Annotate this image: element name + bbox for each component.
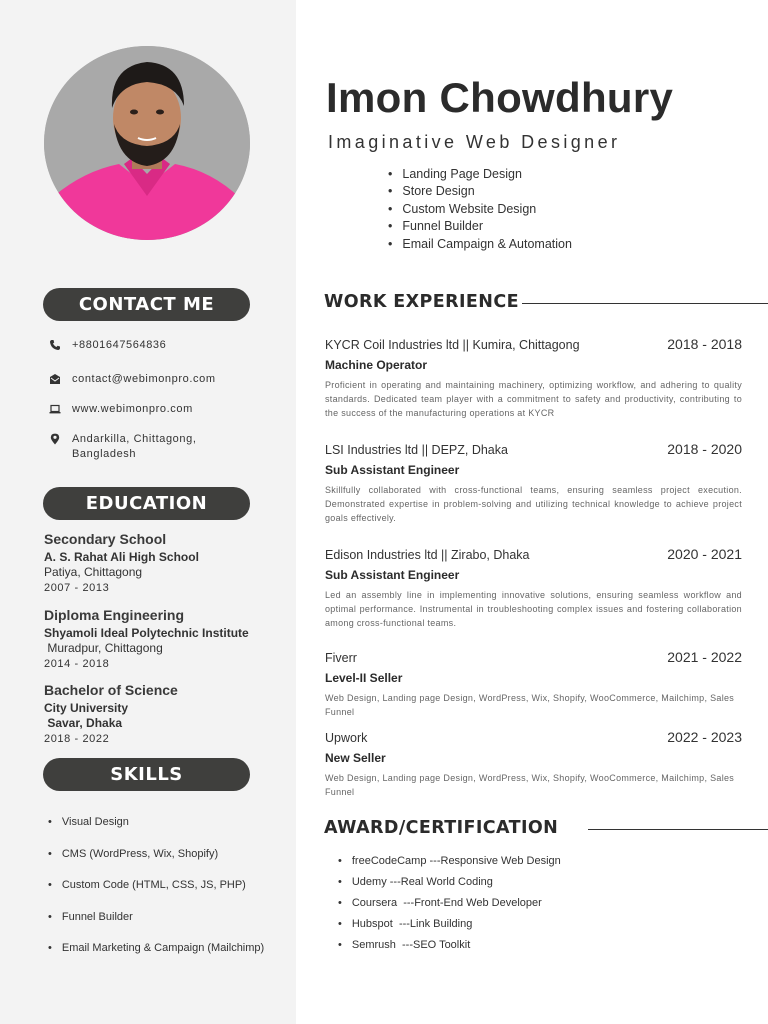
- job-description: Web Design, Landing page Design, WordPress, Wix, Shopify, WooCommerce, Mailchimp, Sales Funnel: [325, 693, 735, 717]
- job-role: Level-II Seller: [325, 671, 403, 685]
- service-item: • Store Design: [388, 183, 572, 200]
- section-divider: [588, 829, 768, 830]
- award-item: • Semrush ---SEO Toolkit: [338, 939, 561, 960]
- education-institution: City University: [44, 701, 129, 715]
- education-institution: A. S. Rahat Ali High School: [44, 550, 199, 564]
- job-years: 2018 - 2018: [667, 336, 742, 352]
- skill-item: • Funnel Builder: [48, 911, 288, 943]
- job-description: Proficient in operating and maintaining machinery, optimizing workflow, and adhering to quality standards. Dedicated team player with a commitment to safety and productivity, contributing to the success of the manufacturing operations at KYCR: [325, 380, 742, 418]
- job-description: Web Design, Landing page Design, WordPress, Wix, Shopify, WooCommerce, Mailchimp, Sales Funnel: [325, 773, 735, 797]
- job-entry: [325, 441, 742, 525]
- contact-address-text: Andarkilla, Chittagong, Bangladesh: [72, 433, 197, 460]
- contact-phone[interactable]: [48, 338, 278, 353]
- contact-phone-text: +8801647564836: [72, 339, 167, 351]
- email-icon: [48, 372, 62, 386]
- candidate-name: Imon Chowdhury: [326, 74, 674, 121]
- education-institution: Shyamoli Ideal Polytechnic Institute: [44, 626, 249, 640]
- job-description: Led an assembly line in implementing innovative solutions, ensuring seamless workflow and optimal performance. Instrumental in troubleshooting complex issues and fostering collaboration among cross-functional teams.: [325, 590, 742, 628]
- education-location: Muradpur, Chittagong: [44, 641, 163, 655]
- contact-address: [48, 432, 278, 462]
- education-degree: Diploma Engineering: [44, 607, 185, 623]
- job-role: Sub Assistant Engineer: [325, 568, 460, 582]
- education-years: 2007 - 2013: [44, 582, 110, 594]
- education-degree: Bachelor of Science: [44, 682, 178, 698]
- job-description: Skillfully collaborated with cross-functional teams, ensuring seamless project execution. Demonstrated expertise in problem-solving and utilizing technical knowledge to achieve project goals effectively.: [325, 485, 742, 523]
- job-company: Upwork: [325, 731, 368, 745]
- job-years: 2022 - 2023: [667, 729, 742, 745]
- services-list: [388, 166, 572, 253]
- section-divider: [522, 303, 768, 304]
- service-item: • Email Campaign & Automation: [388, 236, 572, 253]
- skill-item: • CMS (WordPress, Wix, Shopify): [48, 848, 288, 880]
- skill-item: • Visual Design: [48, 816, 288, 848]
- education-item: [44, 606, 284, 672]
- job-company: Fiverr: [325, 651, 357, 665]
- job-role: Machine Operator: [325, 358, 428, 372]
- job-role: New Seller: [325, 751, 386, 765]
- profile-portrait-image: [44, 46, 250, 240]
- service-item: • Landing Page Design: [388, 166, 572, 183]
- education-years: 2018 - 2022: [44, 733, 110, 745]
- job-entry: [325, 336, 742, 420]
- work-experience-heading: WORK EXPERIENCE: [324, 292, 519, 312]
- award-item: • Hubspot ---Link Building: [338, 918, 561, 939]
- education-item: [44, 530, 284, 596]
- education-item: [44, 681, 284, 747]
- job-years: 2021 - 2022: [667, 649, 742, 665]
- skills-heading: SKILLS: [43, 758, 250, 791]
- skills-list: [48, 816, 288, 974]
- service-item: • Custom Website Design: [388, 201, 572, 218]
- job-entry: [325, 729, 742, 799]
- job-entry: [325, 649, 742, 719]
- education-location: Savar, Dhaka: [44, 716, 123, 730]
- main-content: [296, 0, 768, 1024]
- service-item: • Funnel Builder: [388, 218, 572, 235]
- job-years: 2020 - 2021: [667, 546, 742, 562]
- sidebar: [0, 0, 296, 1024]
- contact-website[interactable]: [48, 402, 278, 417]
- job-years: 2018 - 2020: [667, 441, 742, 457]
- laptop-icon: [48, 402, 62, 416]
- contact-heading: CONTACT ME: [43, 288, 250, 321]
- contact-email-text: contact@webimonpro.com: [72, 373, 216, 385]
- skill-item: • Email Marketing & Campaign (Mailchimp): [48, 942, 288, 974]
- award-certification-heading: AWARD/CERTIFICATION: [324, 818, 559, 838]
- contact-email[interactable]: [48, 372, 278, 387]
- location-pin-icon: [48, 432, 62, 446]
- contact-website-text: www.webimonpro.com: [72, 403, 193, 415]
- job-role: Sub Assistant Engineer: [325, 463, 460, 477]
- job-company: KYCR Coil Industries ltd || Kumira, Chittagong: [325, 338, 580, 352]
- job-company: Edison Industries ltd || Zirabo, Dhaka: [325, 548, 530, 562]
- award-item: • Coursera ---Front-End Web Developer: [338, 897, 561, 918]
- profile-photo: [44, 46, 250, 240]
- education-location: Patiya, Chittagong: [44, 565, 143, 579]
- award-item: • freeCodeCamp ---Responsive Web Design: [338, 855, 561, 876]
- skill-item: • Custom Code (HTML, CSS, JS, PHP): [48, 879, 288, 911]
- awards-list: [338, 855, 561, 960]
- education-heading: EDUCATION: [43, 487, 250, 520]
- job-entry: [325, 546, 742, 630]
- education-years: 2014 - 2018: [44, 658, 110, 670]
- job-company: LSI Industries ltd || DEPZ, Dhaka: [325, 443, 508, 457]
- education-degree: Secondary School: [44, 531, 167, 547]
- candidate-title: Imaginative Web Designer: [328, 132, 621, 152]
- phone-icon: [48, 338, 62, 352]
- award-item: • Udemy ---Real World Coding: [338, 876, 561, 897]
